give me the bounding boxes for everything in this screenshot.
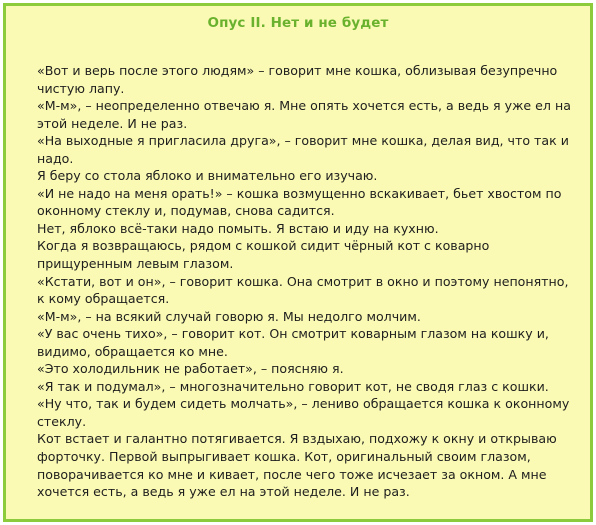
paragraph: «И не надо на меня орать!» – кошка возмущенно вскакивает, бьет хвостом по оконному стеклу и, подумав, снова садится. bbox=[37, 185, 562, 219]
card-body bbox=[37, 62, 572, 501]
paragraph: «М-м», – неопределенно отвечаю я. Мне опять хочется есть, а ведь я уже ел на этой неделе. И не раз. bbox=[37, 98, 571, 131]
paragraph: Кот встает и галантно потягивается. Я вздыхаю, подхожу к окну и открываю форточку. Первой выпрыгивает кошка. Кот, оригинальный своим глазом, поворачивается ко мне и кивает, после чего тоже исчезает за окном. А мне хочется есть, а ведь я уже ел на этой неделе. И не раз. bbox=[37, 431, 557, 500]
paragraph: «Я так и подумал», – многозначительно говорит кот, не сводя глаз с кошки. bbox=[37, 378, 549, 394]
paragraph: «Кстати, вот и он», – говорит кошка. Она смотрит в окно и поэтому непонятно, к кому обращается. bbox=[37, 273, 569, 307]
paragraph: Нет, яблоко всё-таки надо помыть. Я встаю и иду на кухню. bbox=[37, 220, 439, 236]
text-card bbox=[3, 3, 593, 522]
paragraph: Когда я возвращаюсь, рядом с кошкой сидит чёрный кот с коварно прищуренным левым глазом. bbox=[37, 238, 490, 272]
paragraph: Я беру со стола яблоко и внимательно его изучаю. bbox=[37, 168, 378, 184]
card-title: Опус II. Нет и не будет bbox=[207, 15, 389, 31]
paragraph: «Ну что, так и будем сидеть молчать», – лениво обращается кошка к оконному стеклу. bbox=[37, 396, 570, 429]
paragraph: «Это холодильник не работает», – поясняю я. bbox=[37, 361, 344, 377]
paragraph: «На выходные я пригласила друга», – говорит мне кошка, делая вид, что так и надо. bbox=[37, 133, 569, 166]
paragraph: «Вот и верь после этого людям» – говорит мне кошка, облизывая безупречно чистую лапу. bbox=[37, 63, 558, 96]
paragraph: «М-м», – на всякий случай говорю я. Мы недолго молчим. bbox=[37, 308, 421, 324]
paragraph: «У вас очень тихо», – говорит кот. Он смотрит коварным глазом на кошку и, видимо, обращается ко мне. bbox=[37, 326, 549, 359]
